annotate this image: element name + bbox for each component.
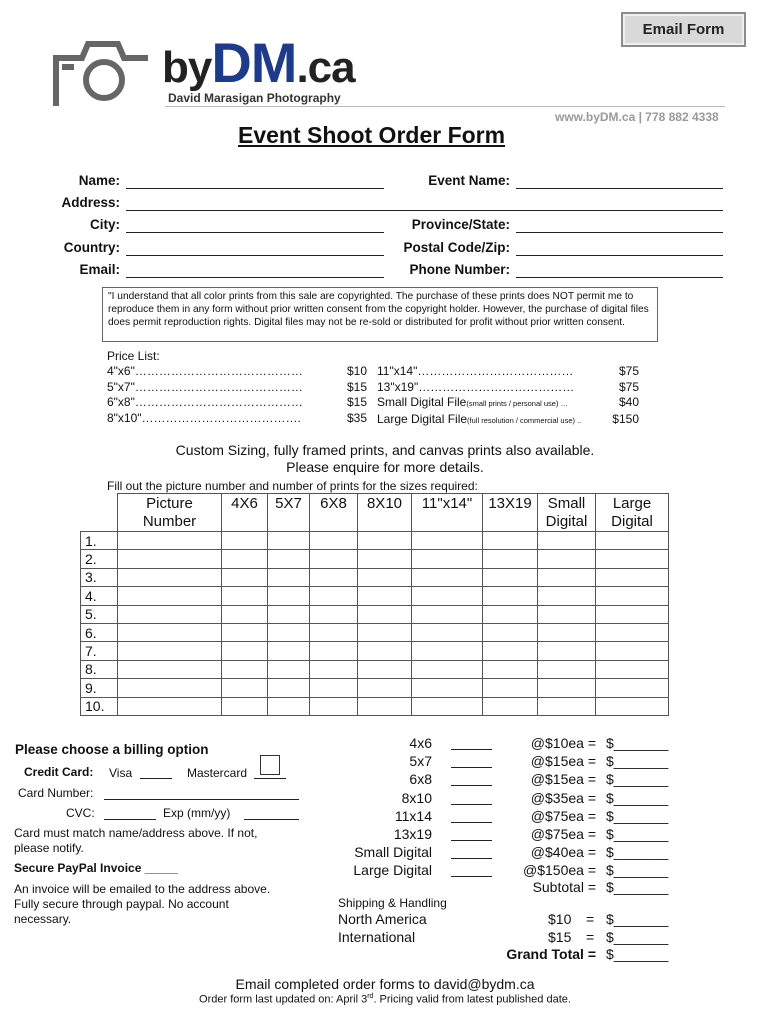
order-qty-field[interactable] <box>451 749 492 750</box>
table-cell[interactable] <box>268 660 310 678</box>
col-picture-number: Picture Number <box>118 494 222 532</box>
table-cell[interactable] <box>358 642 412 660</box>
col-4x6: 4X6 <box>222 494 268 532</box>
table-cell[interactable] <box>596 679 669 697</box>
event-name-label: Event Name: <box>428 173 510 188</box>
table-cell[interactable] <box>596 532 669 550</box>
table-cell[interactable] <box>310 568 358 586</box>
cvc-label: CVC: <box>66 806 95 820</box>
table-cell[interactable] <box>538 697 596 715</box>
row-number: 7. <box>81 642 118 660</box>
city-label: City: <box>90 217 120 232</box>
table-cell[interactable] <box>222 697 268 715</box>
table-cell[interactable] <box>222 642 268 660</box>
order-qty-field[interactable] <box>451 822 492 823</box>
table-row <box>81 605 669 623</box>
table-cell[interactable] <box>268 587 310 605</box>
order-size-label: Large Digital <box>353 862 432 878</box>
table-cell[interactable] <box>412 532 483 550</box>
phone-label: Phone Number: <box>409 262 510 277</box>
exp-field[interactable] <box>244 819 299 820</box>
table-cell[interactable] <box>483 642 538 660</box>
table-cell[interactable] <box>222 679 268 697</box>
copyright-notice: "I understand that all color prints from this sale are copyrighted. The purchase of these prints does NOT permit me to reproduce them in any form without prior written consent from the copyright holder. However, the purchase of digital files does permit reproduction rights. Digital files may not be re-sold or distributed for profit without prior written consent. <box>102 287 658 342</box>
table-cell[interactable] <box>538 532 596 550</box>
table-cell[interactable] <box>596 697 669 715</box>
table-cell[interactable] <box>310 532 358 550</box>
table-cell[interactable] <box>358 587 412 605</box>
col-8x10: 8X10 <box>358 494 412 532</box>
card-match-note: Card must match name/address above. If not, please notify. <box>14 826 258 855</box>
mastercard-label: Mastercard <box>187 766 248 780</box>
order-qty-field[interactable] <box>451 804 492 805</box>
col-6x8: 6X8 <box>310 494 358 532</box>
country-field[interactable] <box>126 255 384 256</box>
table-cell[interactable] <box>358 605 412 623</box>
table-cell[interactable] <box>538 660 596 678</box>
north-america-eq: = <box>586 911 595 927</box>
exp-label: Exp (mm/yy) <box>163 806 231 820</box>
order-rate: @$15ea = <box>530 771 596 787</box>
camera-logo-icon <box>52 36 164 110</box>
north-america-field[interactable]: $_______ <box>606 911 669 927</box>
table-cell[interactable] <box>268 679 310 697</box>
north-america-label: North America <box>338 911 427 927</box>
table-cell[interactable] <box>268 605 310 623</box>
north-america-price: $10 <box>548 911 572 927</box>
email-form-button[interactable]: Email Form <box>621 12 746 47</box>
order-rate: @$15ea = <box>530 753 596 769</box>
table-row <box>81 660 669 678</box>
picture-order-table <box>80 493 669 716</box>
order-qty-field[interactable] <box>451 767 492 768</box>
card-number-label: Card Number: <box>18 786 94 800</box>
paypal-note: An invoice will be emailed to the address above. Fully secure through paypal. No account necessary. <box>14 882 271 926</box>
table-cell[interactable] <box>412 679 483 697</box>
table-cell[interactable] <box>118 605 222 623</box>
order-total-field[interactable]: $_______ <box>606 808 669 824</box>
order-total-field[interactable]: $_______ <box>606 844 669 860</box>
order-total-field[interactable]: $_______ <box>606 826 669 842</box>
row-number: 5. <box>81 605 118 623</box>
subtotal-field[interactable]: $_______ <box>606 879 669 895</box>
table-row <box>81 679 669 697</box>
order-qty-field[interactable] <box>451 785 492 786</box>
price-list-title: Price List: <box>107 349 160 363</box>
table-row <box>81 697 669 715</box>
order-rate: @$10ea = <box>530 735 596 751</box>
custom-sizing-note: Custom Sizing, fully framed prints, and canvas prints also available. <box>175 442 595 458</box>
table-cell[interactable] <box>310 679 358 697</box>
table-cell[interactable] <box>596 623 669 641</box>
table-cell[interactable] <box>310 642 358 660</box>
table-cell[interactable] <box>118 623 222 641</box>
row-number: 3. <box>81 568 118 586</box>
order-rate: @$75ea = <box>530 808 596 824</box>
table-cell[interactable] <box>358 679 412 697</box>
table-row <box>81 532 669 550</box>
col-small-digital: Small Digital <box>538 494 596 532</box>
order-qty-field[interactable] <box>451 876 492 877</box>
table-cell[interactable] <box>358 660 412 678</box>
order-rate: @$40ea = <box>530 844 596 860</box>
table-cell[interactable] <box>412 587 483 605</box>
table-cell[interactable] <box>412 550 483 568</box>
table-cell[interactable] <box>596 568 669 586</box>
table-cell[interactable] <box>358 623 412 641</box>
table-cell[interactable] <box>538 623 596 641</box>
table-cell[interactable] <box>596 642 669 660</box>
table-cell[interactable] <box>483 532 538 550</box>
col-5x7: 5X7 <box>268 494 310 532</box>
table-row <box>81 587 669 605</box>
paypal-option[interactable]: Secure PayPal Invoice _____ <box>14 861 179 875</box>
table-cell[interactable] <box>412 660 483 678</box>
grand-total-field[interactable]: $_______ <box>606 946 669 962</box>
table-header-row <box>81 494 669 532</box>
grand-total-label: Grand Total = <box>506 946 596 962</box>
billing-heading: Please choose a billing option <box>15 742 209 757</box>
order-total-field[interactable]: $_______ <box>606 753 669 769</box>
table-cell[interactable] <box>596 605 669 623</box>
email-label: Email: <box>79 262 120 277</box>
table-row <box>81 550 669 568</box>
credit-card-label: Credit Card: <box>24 765 94 779</box>
table-cell[interactable] <box>310 550 358 568</box>
row-number: 6. <box>81 623 118 641</box>
footer-updated-note: Order form last updated on: April 3rd. Pricing valid from latest published date. <box>199 993 571 1006</box>
table-cell[interactable] <box>118 642 222 660</box>
table-cell[interactable] <box>118 532 222 550</box>
address-label: Address: <box>61 195 120 210</box>
table-cell[interactable] <box>483 587 538 605</box>
city-field[interactable] <box>126 232 384 233</box>
table-cell[interactable] <box>310 660 358 678</box>
table-row <box>81 623 669 641</box>
table-cell[interactable] <box>483 605 538 623</box>
logo-subtitle: David Marasigan Photography <box>168 91 341 105</box>
table-cell[interactable] <box>222 605 268 623</box>
table-cell[interactable] <box>358 532 412 550</box>
site-contact-line: www.byDM.ca | 778 882 4338 <box>555 110 719 124</box>
order-qty-field[interactable] <box>451 858 492 859</box>
table-cell[interactable] <box>268 697 310 715</box>
table-cell[interactable] <box>412 568 483 586</box>
cvc-field[interactable] <box>104 819 156 820</box>
visa-label: Visa <box>109 766 133 780</box>
order-size-label: 13x19 <box>393 826 432 842</box>
table-cell[interactable] <box>222 623 268 641</box>
order-size-label: Small Digital <box>354 844 432 860</box>
table-cell[interactable] <box>310 605 358 623</box>
logo-wordmark: byDM.ca <box>162 31 355 94</box>
price-list-right: 11"x14"………………………………… $75 13"x19"………………………………… $75 Small Digital File(small prints / personal use) … $40 Large Digital File(full resolution / commercial use) .. $150 <box>377 364 639 426</box>
table-cell[interactable] <box>538 679 596 697</box>
international-eq: = <box>586 929 595 945</box>
table-cell[interactable] <box>412 623 483 641</box>
enquire-note: Please enquire for more details. <box>286 459 484 475</box>
name-label: Name: <box>78 173 120 188</box>
postal-label: Postal Code/Zip: <box>403 240 510 255</box>
fill-instructions: Fill out the picture number and number of prints for the sizes required: <box>107 479 478 493</box>
footer-email-note: Email completed order forms to david@bydm.ca <box>235 976 535 992</box>
table-cell[interactable] <box>412 697 483 715</box>
visa-field[interactable] <box>140 778 172 779</box>
table-cell[interactable] <box>596 660 669 678</box>
row-number: 1. <box>81 532 118 550</box>
table-row <box>81 568 669 586</box>
table-cell[interactable] <box>268 550 310 568</box>
table-cell[interactable] <box>483 660 538 678</box>
order-total-field[interactable]: $_______ <box>606 771 669 787</box>
table-cell[interactable] <box>310 697 358 715</box>
row-number: 2. <box>81 550 118 568</box>
header-rule <box>165 106 725 107</box>
row-number: 8. <box>81 660 118 678</box>
order-rate: @$150ea = <box>523 862 596 878</box>
page-title: Event Shoot Order Form <box>238 122 506 148</box>
order-rate: @$75ea = <box>530 826 596 842</box>
table-cell[interactable] <box>538 550 596 568</box>
order-size-label: 11x14 <box>394 808 432 824</box>
order-total-field[interactable]: $_______ <box>606 862 669 878</box>
province-label: Province/State: <box>411 217 510 232</box>
province-field[interactable] <box>516 232 723 233</box>
order-rate: @$35ea = <box>530 790 596 806</box>
table-cell[interactable] <box>358 568 412 586</box>
table-cell[interactable] <box>268 642 310 660</box>
phone-field[interactable] <box>516 277 723 278</box>
country-label: Country: <box>63 240 120 255</box>
table-cell[interactable] <box>483 697 538 715</box>
table-cell[interactable] <box>596 550 669 568</box>
table-cell[interactable] <box>222 550 268 568</box>
address-field[interactable] <box>126 210 723 211</box>
mastercard-field[interactable] <box>254 778 286 779</box>
table-cell[interactable] <box>118 660 222 678</box>
table-cell[interactable] <box>268 568 310 586</box>
table-cell[interactable] <box>268 623 310 641</box>
event-name-field[interactable] <box>516 188 723 189</box>
table-corner <box>81 494 118 532</box>
international-price: $15 <box>548 929 572 945</box>
postal-field[interactable] <box>516 255 723 256</box>
table-cell[interactable] <box>412 605 483 623</box>
row-number: 9. <box>81 679 118 697</box>
table-cell[interactable] <box>268 532 310 550</box>
col-11x14: 11"x14" <box>412 494 483 532</box>
table-cell[interactable] <box>118 697 222 715</box>
col-large-digital: Large Digital <box>596 494 669 532</box>
table-cell[interactable] <box>596 587 669 605</box>
col-13x19: 13X19 <box>483 494 538 532</box>
table-cell[interactable] <box>222 568 268 586</box>
row-number: 4. <box>81 587 118 605</box>
table-cell[interactable] <box>483 550 538 568</box>
table-cell[interactable] <box>118 587 222 605</box>
order-total-field[interactable]: $_______ <box>606 790 669 806</box>
table-cell[interactable] <box>222 532 268 550</box>
international-label: International <box>338 929 416 945</box>
table-cell[interactable] <box>538 605 596 623</box>
table-cell[interactable] <box>538 642 596 660</box>
table-cell[interactable] <box>483 623 538 641</box>
table-cell[interactable] <box>118 568 222 586</box>
table-cell[interactable] <box>310 587 358 605</box>
table-cell[interactable] <box>483 568 538 586</box>
name-field[interactable] <box>126 188 384 189</box>
table-cell[interactable] <box>412 642 483 660</box>
international-field[interactable]: $_______ <box>606 929 669 945</box>
table-cell[interactable] <box>310 623 358 641</box>
table-cell[interactable] <box>358 697 412 715</box>
card-number-field[interactable] <box>104 799 299 800</box>
table-cell[interactable] <box>538 568 596 586</box>
price-list-left: 4"x6"…………………………………… $10 5"x7"…………………………………… $15 6"x8"…………………………………… $15 8"x10"…………………………………. $35 <box>107 364 367 425</box>
row-number: 10. <box>81 697 118 715</box>
email-field[interactable] <box>126 277 384 278</box>
shipping-title: Shipping & Handling <box>338 896 447 910</box>
table-cell[interactable] <box>222 587 268 605</box>
table-cell[interactable] <box>118 679 222 697</box>
table-cell[interactable] <box>118 550 222 568</box>
order-qty-field[interactable] <box>451 840 492 841</box>
order-total-field[interactable]: $_______ <box>606 735 669 751</box>
subtotal-label: Subtotal = <box>532 879 596 895</box>
credit-card-checkbox[interactable] <box>260 755 280 775</box>
table-cell[interactable] <box>222 660 268 678</box>
table-cell[interactable] <box>483 679 538 697</box>
table-row <box>81 642 669 660</box>
table-cell[interactable] <box>358 550 412 568</box>
order-size-label: 5x7 <box>409 753 432 769</box>
order-size-label: 4x6 <box>409 735 432 751</box>
order-size-label: 8x10 <box>401 790 432 806</box>
table-cell[interactable] <box>538 587 596 605</box>
order-size-label: 6x8 <box>409 771 432 787</box>
